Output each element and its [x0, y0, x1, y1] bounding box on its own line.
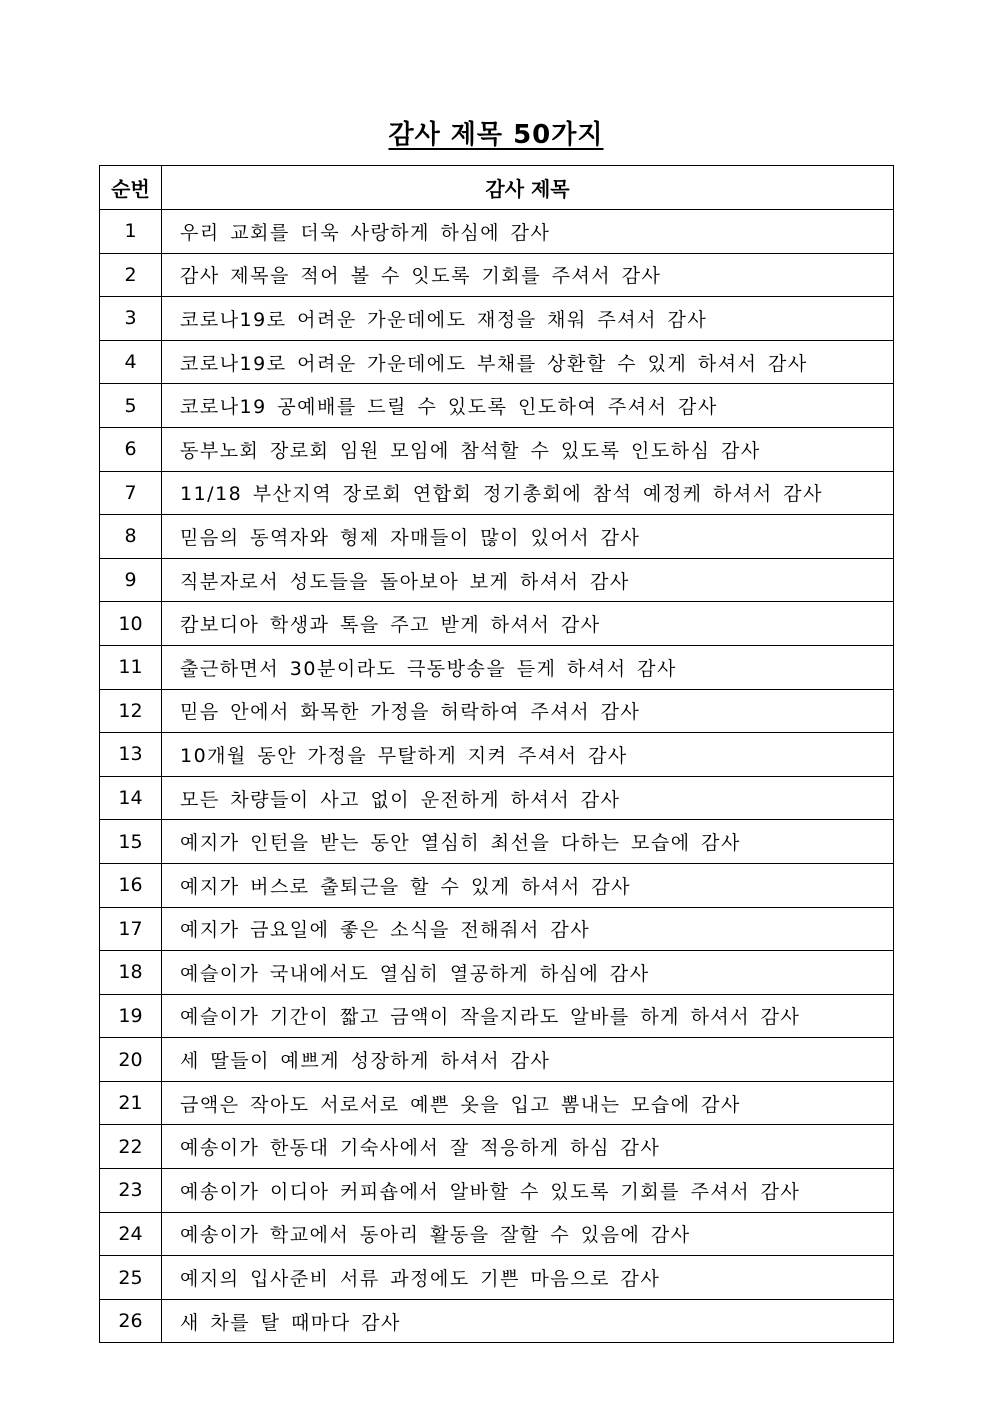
row-number: 1	[100, 210, 162, 254]
row-title: 예슬이가 국내에서도 열심히 열공하게 하심에 감사	[162, 951, 894, 995]
row-number: 13	[100, 733, 162, 777]
table-row	[100, 602, 894, 646]
table-row	[100, 951, 894, 995]
row-number: 25	[100, 1256, 162, 1300]
table-row	[100, 907, 894, 951]
row-number: 26	[100, 1299, 162, 1343]
row-number: 9	[100, 558, 162, 602]
row-title: 모든 차량들이 사고 없이 운전하게 하셔서 감사	[162, 776, 894, 820]
row-title: 예지가 버스로 출퇴근을 할 수 있게 하셔서 감사	[162, 863, 894, 907]
table-row	[100, 689, 894, 733]
row-title: 10개월 동안 가정을 무탈하게 지켜 주셔서 감사	[162, 733, 894, 777]
table-row	[100, 1299, 894, 1343]
table-body	[100, 210, 894, 1343]
row-number: 15	[100, 820, 162, 864]
row-number: 24	[100, 1212, 162, 1256]
row-number: 5	[100, 384, 162, 428]
table-row	[100, 1256, 894, 1300]
table-row	[100, 1081, 894, 1125]
table-row	[100, 776, 894, 820]
table-row	[100, 863, 894, 907]
row-number: 14	[100, 776, 162, 820]
row-number: 21	[100, 1081, 162, 1125]
row-title: 우리 교회를 더욱 사랑하게 하심에 감사	[162, 210, 894, 254]
row-number: 7	[100, 471, 162, 515]
row-title: 동부노회 장로회 임원 모임에 참석할 수 있도록 인도하심 감사	[162, 427, 894, 471]
page-title	[0, 114, 992, 151]
row-title: 예송이가 한동대 기숙사에서 잘 적응하게 하심 감사	[162, 1125, 894, 1169]
table-row	[100, 994, 894, 1038]
table-row	[100, 1125, 894, 1169]
table-row	[100, 820, 894, 864]
table-row	[100, 1038, 894, 1082]
row-title: 세 딸들이 예쁘게 성장하게 하셔서 감사	[162, 1038, 894, 1082]
row-number: 12	[100, 689, 162, 733]
row-title: 캄보디아 학생과 톡을 주고 받게 하셔서 감사	[162, 602, 894, 646]
column-header-number: 순번	[100, 166, 162, 210]
row-title: 코로나19로 어려운 가운데에도 부채를 상환할 수 있게 하셔서 감사	[162, 340, 894, 384]
table-row	[100, 558, 894, 602]
table-row	[100, 1169, 894, 1213]
row-number: 17	[100, 907, 162, 951]
column-header-title: 감사 제목	[162, 166, 894, 210]
row-title: 예송이가 이디아 커피숍에서 알바할 수 있도록 기회를 주셔서 감사	[162, 1169, 894, 1213]
row-title: 예지가 인턴을 받는 동안 열심히 최선을 다하는 모습에 감사	[162, 820, 894, 864]
table-row	[100, 515, 894, 559]
row-number: 16	[100, 863, 162, 907]
row-title: 예지의 입사준비 서류 과정에도 기쁜 마음으로 감사	[162, 1256, 894, 1300]
row-number: 10	[100, 602, 162, 646]
table-row	[100, 253, 894, 297]
row-title: 11/18 부산지역 장로회 연합회 정기총회에 참석 예정케 하셔서 감사	[162, 471, 894, 515]
row-number: 19	[100, 994, 162, 1038]
table-row	[100, 645, 894, 689]
page-title-text: 감사 제목 50가지	[388, 120, 604, 150]
row-title: 예슬이가 기간이 짧고 금액이 작을지라도 알바를 하게 하셔서 감사	[162, 994, 894, 1038]
row-number: 8	[100, 515, 162, 559]
row-title: 믿음의 동역자와 형제 자매들이 많이 있어서 감사	[162, 515, 894, 559]
table-row	[100, 471, 894, 515]
row-title: 출근하면서 30분이라도 극동방송을 듣게 하셔서 감사	[162, 645, 894, 689]
row-number: 4	[100, 340, 162, 384]
row-number: 3	[100, 297, 162, 341]
table-row	[100, 427, 894, 471]
table-row	[100, 340, 894, 384]
row-number: 23	[100, 1169, 162, 1213]
row-number: 2	[100, 253, 162, 297]
row-title: 직분자로서 성도들을 돌아보아 보게 하셔서 감사	[162, 558, 894, 602]
row-number: 20	[100, 1038, 162, 1082]
row-title: 새 차를 탈 때마다 감사	[162, 1299, 894, 1343]
row-title: 감사 제목을 적어 볼 수 잇도록 기회를 주셔서 감사	[162, 253, 894, 297]
row-title: 믿음 안에서 화목한 가정을 허락하여 주셔서 감사	[162, 689, 894, 733]
table-header-row	[100, 166, 894, 210]
row-title: 코로나19 공예배를 드릴 수 있도록 인도하여 주셔서 감사	[162, 384, 894, 428]
thanks-table	[99, 165, 894, 1343]
table-row	[100, 210, 894, 254]
row-title: 금액은 작아도 서로서로 예쁜 옷을 입고 뽐내는 모습에 감사	[162, 1081, 894, 1125]
row-title: 예송이가 학교에서 동아리 활동을 잘할 수 있음에 감사	[162, 1212, 894, 1256]
row-title: 코로나19로 어려운 가운데에도 재정을 채워 주셔서 감사	[162, 297, 894, 341]
table-row	[100, 384, 894, 428]
row-number: 6	[100, 427, 162, 471]
row-number: 18	[100, 951, 162, 995]
table-row	[100, 1212, 894, 1256]
row-number: 11	[100, 645, 162, 689]
row-number: 22	[100, 1125, 162, 1169]
table-row	[100, 733, 894, 777]
row-title: 예지가 금요일에 좋은 소식을 전해줘서 감사	[162, 907, 894, 951]
table-row	[100, 297, 894, 341]
